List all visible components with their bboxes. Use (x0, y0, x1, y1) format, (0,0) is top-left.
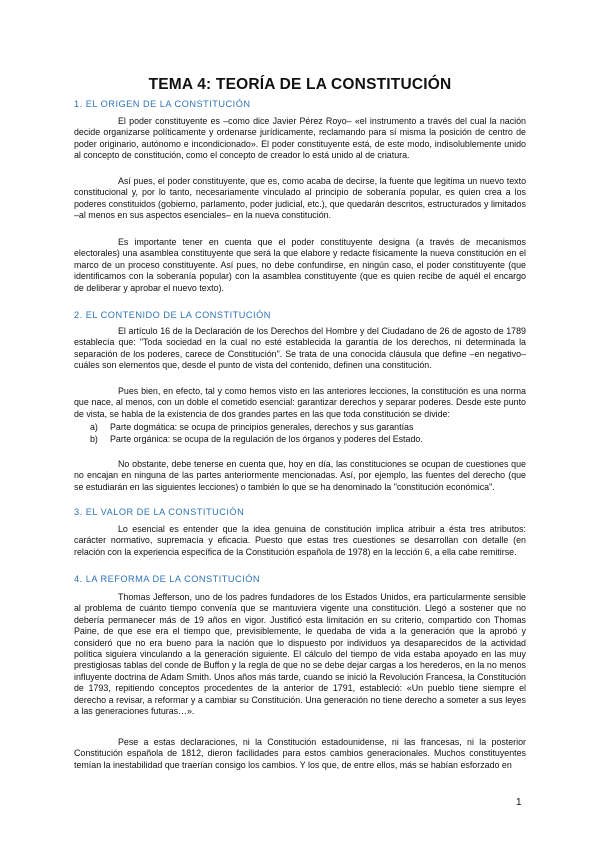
paragraph: Es importante tener en cuenta que el poder constituyente designa (a través de mecanismos electorales) una asamblea constituyente que será la que elabore y redacte físicamente la nueva constitución en el marco de un proceso constituyente. Así pues, no debe confundirse, en ningún caso, el poder constituyente (que identificamos con la soberanía popular) con la asamblea constituyente (que es quien recibe de aquél el encargo de deliberar y aprobar el nuevo texto). (74, 237, 526, 293)
document-title: TEMA 4: TEORÍA DE LA CONSTITUCIÓN (148, 76, 452, 93)
paragraph: El poder constituyente es –como dice Javier Pérez Royo– «el instrumento a través del cual la nación decide organizarse políticamente y ordenarse jurídicamente, reclamando para sí misma la posición de centro de poder originario, autónomo e incondicionado». El poder constituyente está, de este modo, indisolublemente unido al concepto de constitución, como el concepto de creador lo está unido al de criatura. (74, 116, 526, 161)
list-marker: a) (90, 422, 98, 432)
list-text: Parte dogmática: se ocupa de principios generales, derechos y sus garantías (110, 422, 414, 432)
paragraph: Pues bien, en efecto, tal y como hemos visto en las anteriores lecciones, la constitución es una norma que nace, al menos, con un doble el cometido esencial: garantizar derechos y separar poderes. Desde este punto de vista, se habla de la existencia de dos grandes partes en las que toda constitución se divide: (74, 386, 526, 419)
list-marker: b) (90, 434, 98, 444)
section-heading-valor: 3. EL VALOR DE LA CONSTITUCIÓN (74, 507, 245, 517)
paragraph: Thomas Jefferson, uno de los padres fundadores de los Estados Unidos, era particularmente sensible al problema de cuánto tiempo convenía que se mantuviera vigente una constitución. Llegó a sostener que no debería permanecer más de 19 años en vigor. Justificó esta limitación en su criterio, compartido con Thomas Paine, de que ese era el tiempo que, previsiblemente, le quedaba de vida a la generación que la aprobó y consideró que no era bueno para la nación que lo dispuesto por individuos ya desaparecidos de la actividad política siguiera vinculando a la generación siguiente. El cálculo del tiempo de vida estaba apoyado en las muy prestigiosas tablas del conde de Buffon y la regla de que no se debe dejar cargas a los herederos, en la no menos influyente doctrina de Adam Smith. Unos años más tarde, cuando se inició la Revolución Francesa, la Constitución de 1793, repitiendo conceptos procedentes de la anterior de 1791, estableció: «Un pueblo tiene siempre el derecho a revisar, a reformar y a cambiar su Constitución. Una generación no tiene derecho a someter a sus leyes a las generaciones futuras…». (74, 592, 526, 717)
list-text: Parte orgánica: se ocupa de la regulación de los órganos y poderes del Estado. (110, 434, 423, 444)
page-number: 1 (516, 797, 522, 808)
paragraph: Así pues, el poder constituyente, que es, como acaba de decirse, la fuente que legitima un nuevo texto constitucional y, por lo tanto, necesariamente vinculado al principio de soberanía popular, es quien crea a los poderes constituidos (gobierno, parlamento, poder judicial, etc.), que quedarán descritos, estructurados y limitados –al menos en sus aspectos esenciales– en la nueva constitución. (74, 176, 526, 221)
section-heading-contenido: 2. EL CONTENIDO DE LA CONSTITUCIÓN (74, 310, 271, 320)
section-heading-origen: 1. EL ORIGEN DE LA CONSTITUCIÓN (74, 99, 251, 109)
paragraph: Lo esencial es entender que la idea genuina de constitución implica atribuir a ésta tres atributos: carácter normativo, supremacía y eficacia. Puesto que estas tres cuestiones se desarrollan con detalle (en relación con la experiencia específica de la Constitución española de 1978) en la lección 6, a ella cabe remitirse. (74, 524, 526, 557)
section-heading-reforma: 4. LA REFORMA DE LA CONSTITUCIÓN (74, 574, 261, 584)
list-item (90, 422, 520, 433)
paragraph: No obstante, debe tenerse en cuenta que, hoy en día, las constituciones se ocupan de cuestiones que no encajan en ninguna de las partes anteriormente mencionadas. Así, por ejemplo, las fuentes del derecho (que se estudiarán en las siguientes lecciones) o también lo que se ha denominado la "constitución económica". (74, 459, 526, 492)
paragraph: Pese a estas declaraciones, ni la Constitución estadounidense, ni las francesas, ni la posterior Constitución española de 1812, dieron facilidades para estos cambios generacionales. Muchos constituyentes temían la inestabilidad que traerían consigo los cambios. Y los que, de entre ellos, más se habían esforzado en (74, 737, 526, 770)
list-item (90, 434, 520, 445)
paragraph: El artículo 16 de la Declaración de los Derechos del Hombre y del Ciudadano de 26 de agosto de 1789 establecía que: "Toda sociedad en la cual no esté establecida la garantía de los derechos, ni determinada la separación de los poderes, carece de Constitución". Se trata de una conocida cláusula que define –en negativo– cuáles son elementos que, desde el punto de vista del contenido, definen una constitución. (74, 326, 526, 371)
